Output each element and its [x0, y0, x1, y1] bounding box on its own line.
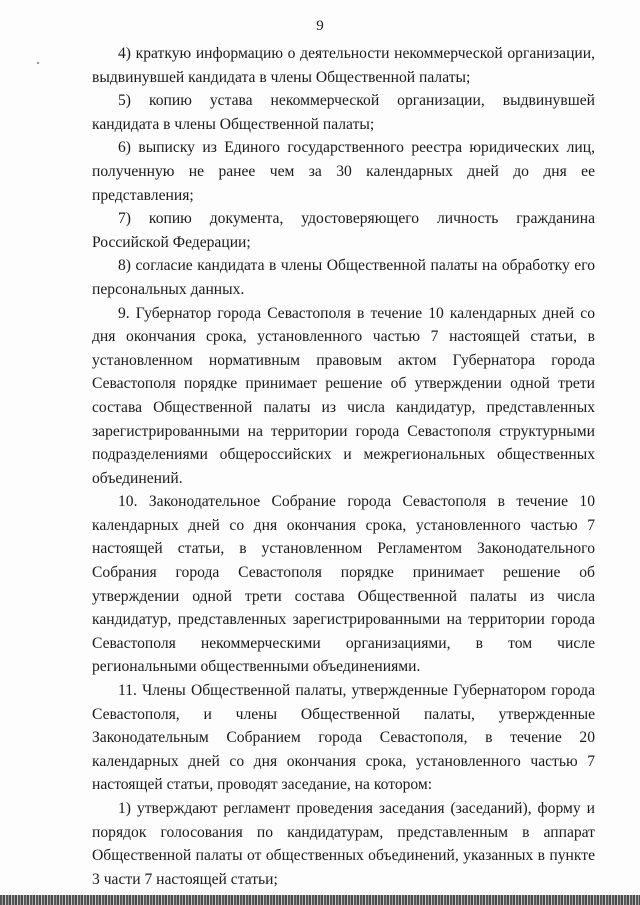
paragraph-item-5: 5) копию устава некоммерческой организации, выдвинувшей кандидата в члены Общественной палаты; — [92, 92, 595, 133]
paragraph-item-4: 4) краткую информацию о деятельности некоммерческой организации, выдвинувшей кандидата в члены Общественной палаты; — [92, 45, 595, 86]
page-number: 9 — [316, 18, 324, 34]
paragraph-item-6: 6) выписку из Единого государственного реестра юридических лиц, полученную не ранее чем за 30 календарных дней до дня ее представления; — [92, 139, 595, 204]
paragraph-part-11-item-1: 1) утверждают регламент проведения заседания (заседаний), форму и порядок голосования по кандидатурам, представленным в аппарат Общественной палаты от общественных объединений, указанных в пункте 3 части 7 настоящей статьи; — [92, 800, 595, 888]
paragraph-item-7: 7) копию документа, удостоверяющего личность гражданина Российской Федерации; — [92, 210, 595, 251]
document-body — [92, 42, 595, 891]
scan-speck — [37, 62, 39, 64]
paragraph-part-11: 11. Члены Общественной палаты, утвержденные Губернатором города Севастополя, и члены Общественной палаты, утвержденные Законодательным Собранием города Севастополя, в течение 20 календарных дней со дня окончания срока, установленного частью 7 настоящей статьи, проводят заседание, на котором: — [92, 682, 595, 794]
paragraph-part-10: 10. Законодательное Собрание города Севастополя в течение 10 календарных дней со дня окончания срока, установленного частью 7 настоящей статьи, в установленном Регламентом Законодательного Собрания города Севастополя порядке принимает решение об утверждении одной трети состава Общественной палаты из числа кандидатур, представленных зарегистрированными на территории города Севастополя некоммерческими организациями, в том числе региональными общественными объединениями. — [92, 493, 595, 676]
paragraph-part-9: 9. Губернатор города Севастополя в течение 10 календарных дней со дня окончания срока, установленного частью 7 настоящей статьи, в установленном нормативным правовым актом Губернатора города Севастополя порядке принимает решение об утверждении одной трети состава Общественной палаты из числа кандидатур, представленных зарегистрированными на территории города Севастополя структурными подразделениями общероссийских и межрегиональных общественных объединений. — [92, 304, 595, 487]
scan-bottom-edge — [0, 895, 640, 905]
paragraph-item-8: 8) согласие кандидата в члены Общественной палаты на обработку его персональных данных. — [92, 257, 595, 298]
